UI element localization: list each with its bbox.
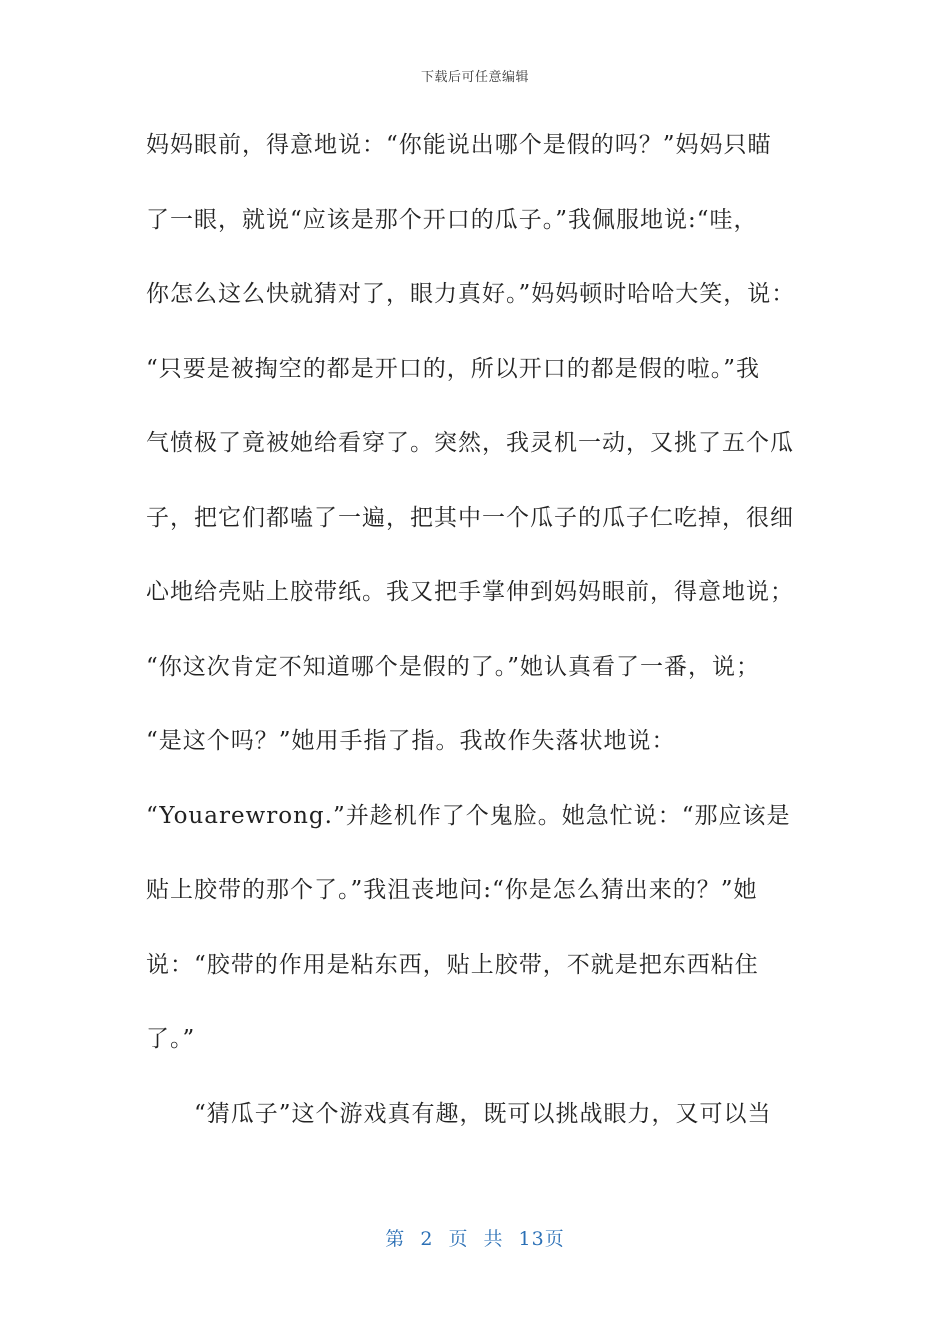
text-line: “你这次肯定不知道哪个是假的了。”她认真看了一番，说； [146,653,761,680]
text-line: 贴上胶带的那个了。”我沮丧地问:“你是怎么猜出来的？”她 [146,877,758,903]
text-line: “是这个吗？”她用手指了指。我故作失落状地说： [146,728,676,754]
text-line: 妈妈眼前，得意地说：“你能说出哪个是假的吗？”妈妈只瞄 [146,132,772,158]
text-line: 你怎么这么快就猜对了，眼力真好。”妈妈顿时哈哈大笑，说： [146,281,796,307]
text-line: 了。” [146,1026,196,1052]
text-line: 心地给壳贴上胶带纸。我又把手掌伸到妈妈眼前，得意地说； [146,579,794,605]
page-header: 下载后可任意编辑 [420,70,529,85]
text-line: 说：“胶带的作用是粘东西，贴上胶带，不就是把东西粘住 [146,951,759,978]
text-line: 气愤极了竟被她给看穿了。突然，我灵机一动，又挑了五个瓜 [146,430,794,456]
page-number: 第 2 页 共 13页 [385,1228,565,1250]
text-line: “Youarewrong.”并趁机作了个鬼脸。她急忙说：“那应该是 [146,802,791,829]
text-line: 了一眼，就说“应该是那个开口的瓜子。”我佩服地说:“哇， [146,206,758,233]
text-line: “只要是被掏空的都是开口的，所以开口的都是假的啦。”我 [146,355,761,382]
paragraph-start-line: “猜瓜子”这个游戏真有趣，既可以挑战眼力，又可以当 [194,1100,772,1127]
text-line: 子，把它们都嗑了一遍，把其中一个瓜子的瓜子仁吃掉，很细 [146,504,794,531]
body-text [146,120,816,1163]
